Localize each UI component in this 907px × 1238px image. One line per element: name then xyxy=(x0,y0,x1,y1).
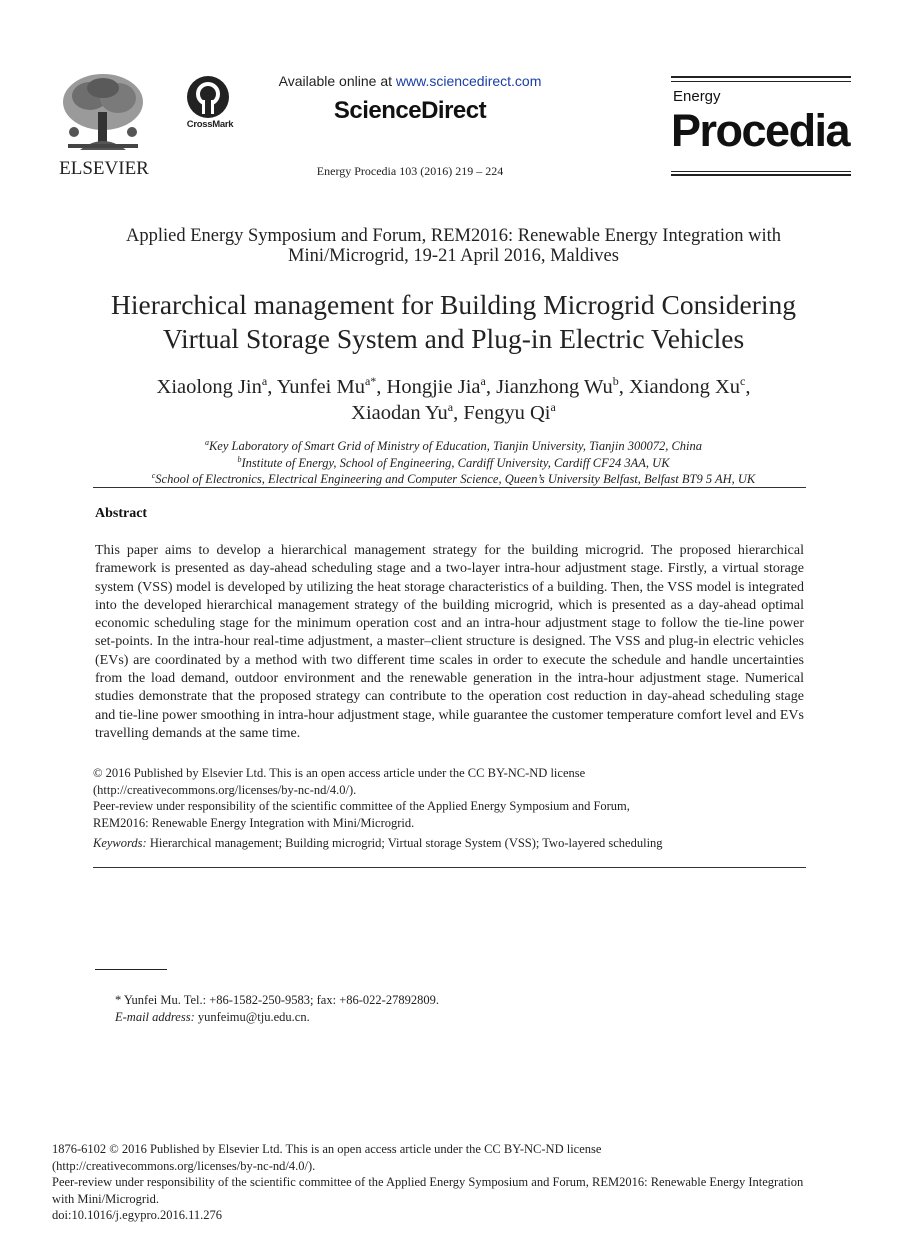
author-name: Yunfei Mu xyxy=(276,376,365,398)
author-name: Xiaolong Jin xyxy=(156,376,262,398)
author-separator: , xyxy=(453,402,464,424)
elsevier-wordmark: ELSEVIER xyxy=(59,158,149,179)
paper-title xyxy=(60,288,847,356)
corresponding-author: * Yunfei Mu. Tel.: +86-1582-250-9583; fax: +86-022-27892809. xyxy=(115,993,439,1007)
elsevier-tree-icon xyxy=(60,72,146,156)
conference-info xyxy=(60,226,847,266)
author-list xyxy=(60,374,847,426)
license-block xyxy=(93,765,806,831)
affiliation-text: Key Laboratory of Smart Grid of Ministry of Education, Tianjin University, Tianjin 300072, China xyxy=(208,439,703,453)
author-line-2 xyxy=(60,400,847,426)
author-affiliation-mark: a xyxy=(480,374,486,389)
author-separator: , xyxy=(376,376,387,398)
elsevier-logo xyxy=(52,72,156,180)
email-address[interactable]: yunfeimu@tju.edu.cn. xyxy=(194,1010,310,1024)
footer-peer-review-2: with Mini/Microgrid. xyxy=(52,1191,159,1206)
logo-rule-top xyxy=(671,76,851,78)
journal-large-title: Procedia xyxy=(671,105,850,156)
sciencedirect-link[interactable]: www.sciencedirect.com xyxy=(395,73,542,89)
available-online xyxy=(230,73,590,89)
title-line-1: Hierarchical management for Building Microgrid Considering xyxy=(110,289,797,320)
page-footer xyxy=(52,1141,852,1224)
keywords-label: Keywords: xyxy=(93,836,147,850)
affiliation-item xyxy=(60,455,847,472)
footnote-rule xyxy=(95,969,167,970)
author-separator: , xyxy=(618,376,629,398)
author-separator: , xyxy=(267,376,277,398)
energy-procedia-logo xyxy=(671,72,851,180)
author-separator: , xyxy=(745,376,751,398)
crossmark-label: CrossMark xyxy=(186,119,234,130)
author-name: Hongjie Jia xyxy=(386,376,481,398)
abstract-body: This paper aims to develop a hierarchical management strategy for the building microgrid. The proposed hierarchical framework is presented as day-ahead scheduling stage and a two-layer intra-hour adjustment stage. Firstly, a virtual storage system (VSS) model is developed by utilizing the heat storage characteristics of a building. Then, the VSS model is integrated into the developed hierarchical management strategy of the building microgrid, which is presented as a day-ahead optimal economic scheduling stage for the minimum operation cost and an intra-hour adjustment stage to follow the tie-line power set-points. In the intra-hour real-time adjustment, a master–client structure is designed. The VSS and plug-in electric vehicles (EVs) are coordinated by a method with two different time scales in order to execute the schedule and handle uncertainties from the load demand, outdoor environment and the renewable generation in the intra-hour adjustment stage. Numerical studies demonstrate that the proposed strategy can contribute to the operation cost reduction in day-ahead scheduling stage and tie-line power smoothing in intra-hour adjustment stage, while guarantee the customer temperature comfort level and EVs travelling demands at the same time. xyxy=(95,543,804,741)
affiliation-item xyxy=(60,471,847,488)
logo-rule-bottom-thin xyxy=(671,171,851,172)
email-label: E-mail address: xyxy=(115,1010,195,1024)
author-affiliation-mark: a xyxy=(550,400,556,415)
affiliation-mark: c xyxy=(151,470,156,480)
license-line-1: © 2016 Published by Elsevier Ltd. This is an open access article under the CC BY-NC-ND license xyxy=(93,766,586,780)
affiliation-mark: b xyxy=(237,454,242,464)
author-name: Xiaodan Yu xyxy=(351,402,448,424)
affiliation-list xyxy=(60,438,847,488)
affiliation-item xyxy=(60,438,847,455)
crossmark-icon xyxy=(185,74,231,120)
journal-reference: Energy Procedia 103 (2016) 219 – 224 xyxy=(316,164,504,178)
author-affiliation-mark: a xyxy=(447,400,454,415)
abstract-heading: Abstract xyxy=(95,506,148,521)
available-prefix: Available online at xyxy=(278,73,396,89)
peer-review-line-1: Peer-review under responsibility of the scientific committee of the Applied Energy Symposium and Forum, xyxy=(93,799,630,813)
author-name: Fengyu Qi xyxy=(463,402,551,424)
section-divider-bottom xyxy=(93,867,806,868)
conference-line-2: Mini/Microgrid, 19-21 April 2016, Maldives xyxy=(288,246,619,266)
section-divider-top xyxy=(93,487,806,488)
peer-review-line-2: REM2016: Renewable Energy Integration with Mini/Microgrid. xyxy=(93,815,415,830)
author-affiliation-mark: c xyxy=(740,374,746,389)
logo-rule-top-thin xyxy=(671,81,851,82)
footer-peer-review-1: Peer-review under responsibility of the scientific committee of the Applied Energy Symposium and Forum, REM2016: Renewable Energy Integration xyxy=(52,1175,804,1189)
author-name: Jianzhong Wu xyxy=(496,376,613,398)
affiliation-mark: a xyxy=(204,437,209,447)
keywords-list: Hierarchical management; Building microgrid; Virtual storage System (VSS); Two-layered scheduling xyxy=(146,836,663,850)
keywords xyxy=(93,835,806,851)
logo-rule-bottom xyxy=(671,174,851,176)
affiliation-text: School of Electronics, Electrical Engineering and Computer Science, Queen’s University Belfast, Belfast BT9 5 AH, UK xyxy=(155,472,756,486)
footer-license-link[interactable]: (http://creativecommons.org/licenses/by-nc-nd/4.0/). xyxy=(52,1158,316,1173)
author-separator: , xyxy=(485,376,497,398)
conference-line-1: Applied Energy Symposium and Forum, REM2016: Renewable Energy Integration with xyxy=(126,226,781,246)
doi[interactable]: doi:10.1016/j.egypro.2016.11.276 xyxy=(52,1208,223,1222)
license-link[interactable]: (http://creativecommons.org/licenses/by-nc-nd/4.0/). xyxy=(93,782,357,797)
author-affiliation-mark: a xyxy=(261,374,268,389)
author-line-1 xyxy=(60,374,847,400)
author-affiliation-mark: b xyxy=(612,374,619,389)
journal-small-title: Energy xyxy=(673,88,721,105)
author-affiliation-mark: a* xyxy=(364,374,377,389)
sciencedirect-wordmark: ScienceDirect xyxy=(333,97,487,124)
email-line xyxy=(115,1009,795,1026)
title-line-2: Virtual Storage System and Plug-in Electric Vehicles xyxy=(162,323,745,354)
author-name: Xiandong Xu xyxy=(628,376,741,398)
footnote xyxy=(115,992,795,1026)
affiliation-text: Institute of Energy, School of Engineering, Cardiff University, Cardiff CF24 3AA, UK xyxy=(241,455,670,470)
issn-line: 1876-6102 © 2016 Published by Elsevier Ltd. This is an open access article under the CC BY-NC-ND license xyxy=(52,1142,602,1156)
